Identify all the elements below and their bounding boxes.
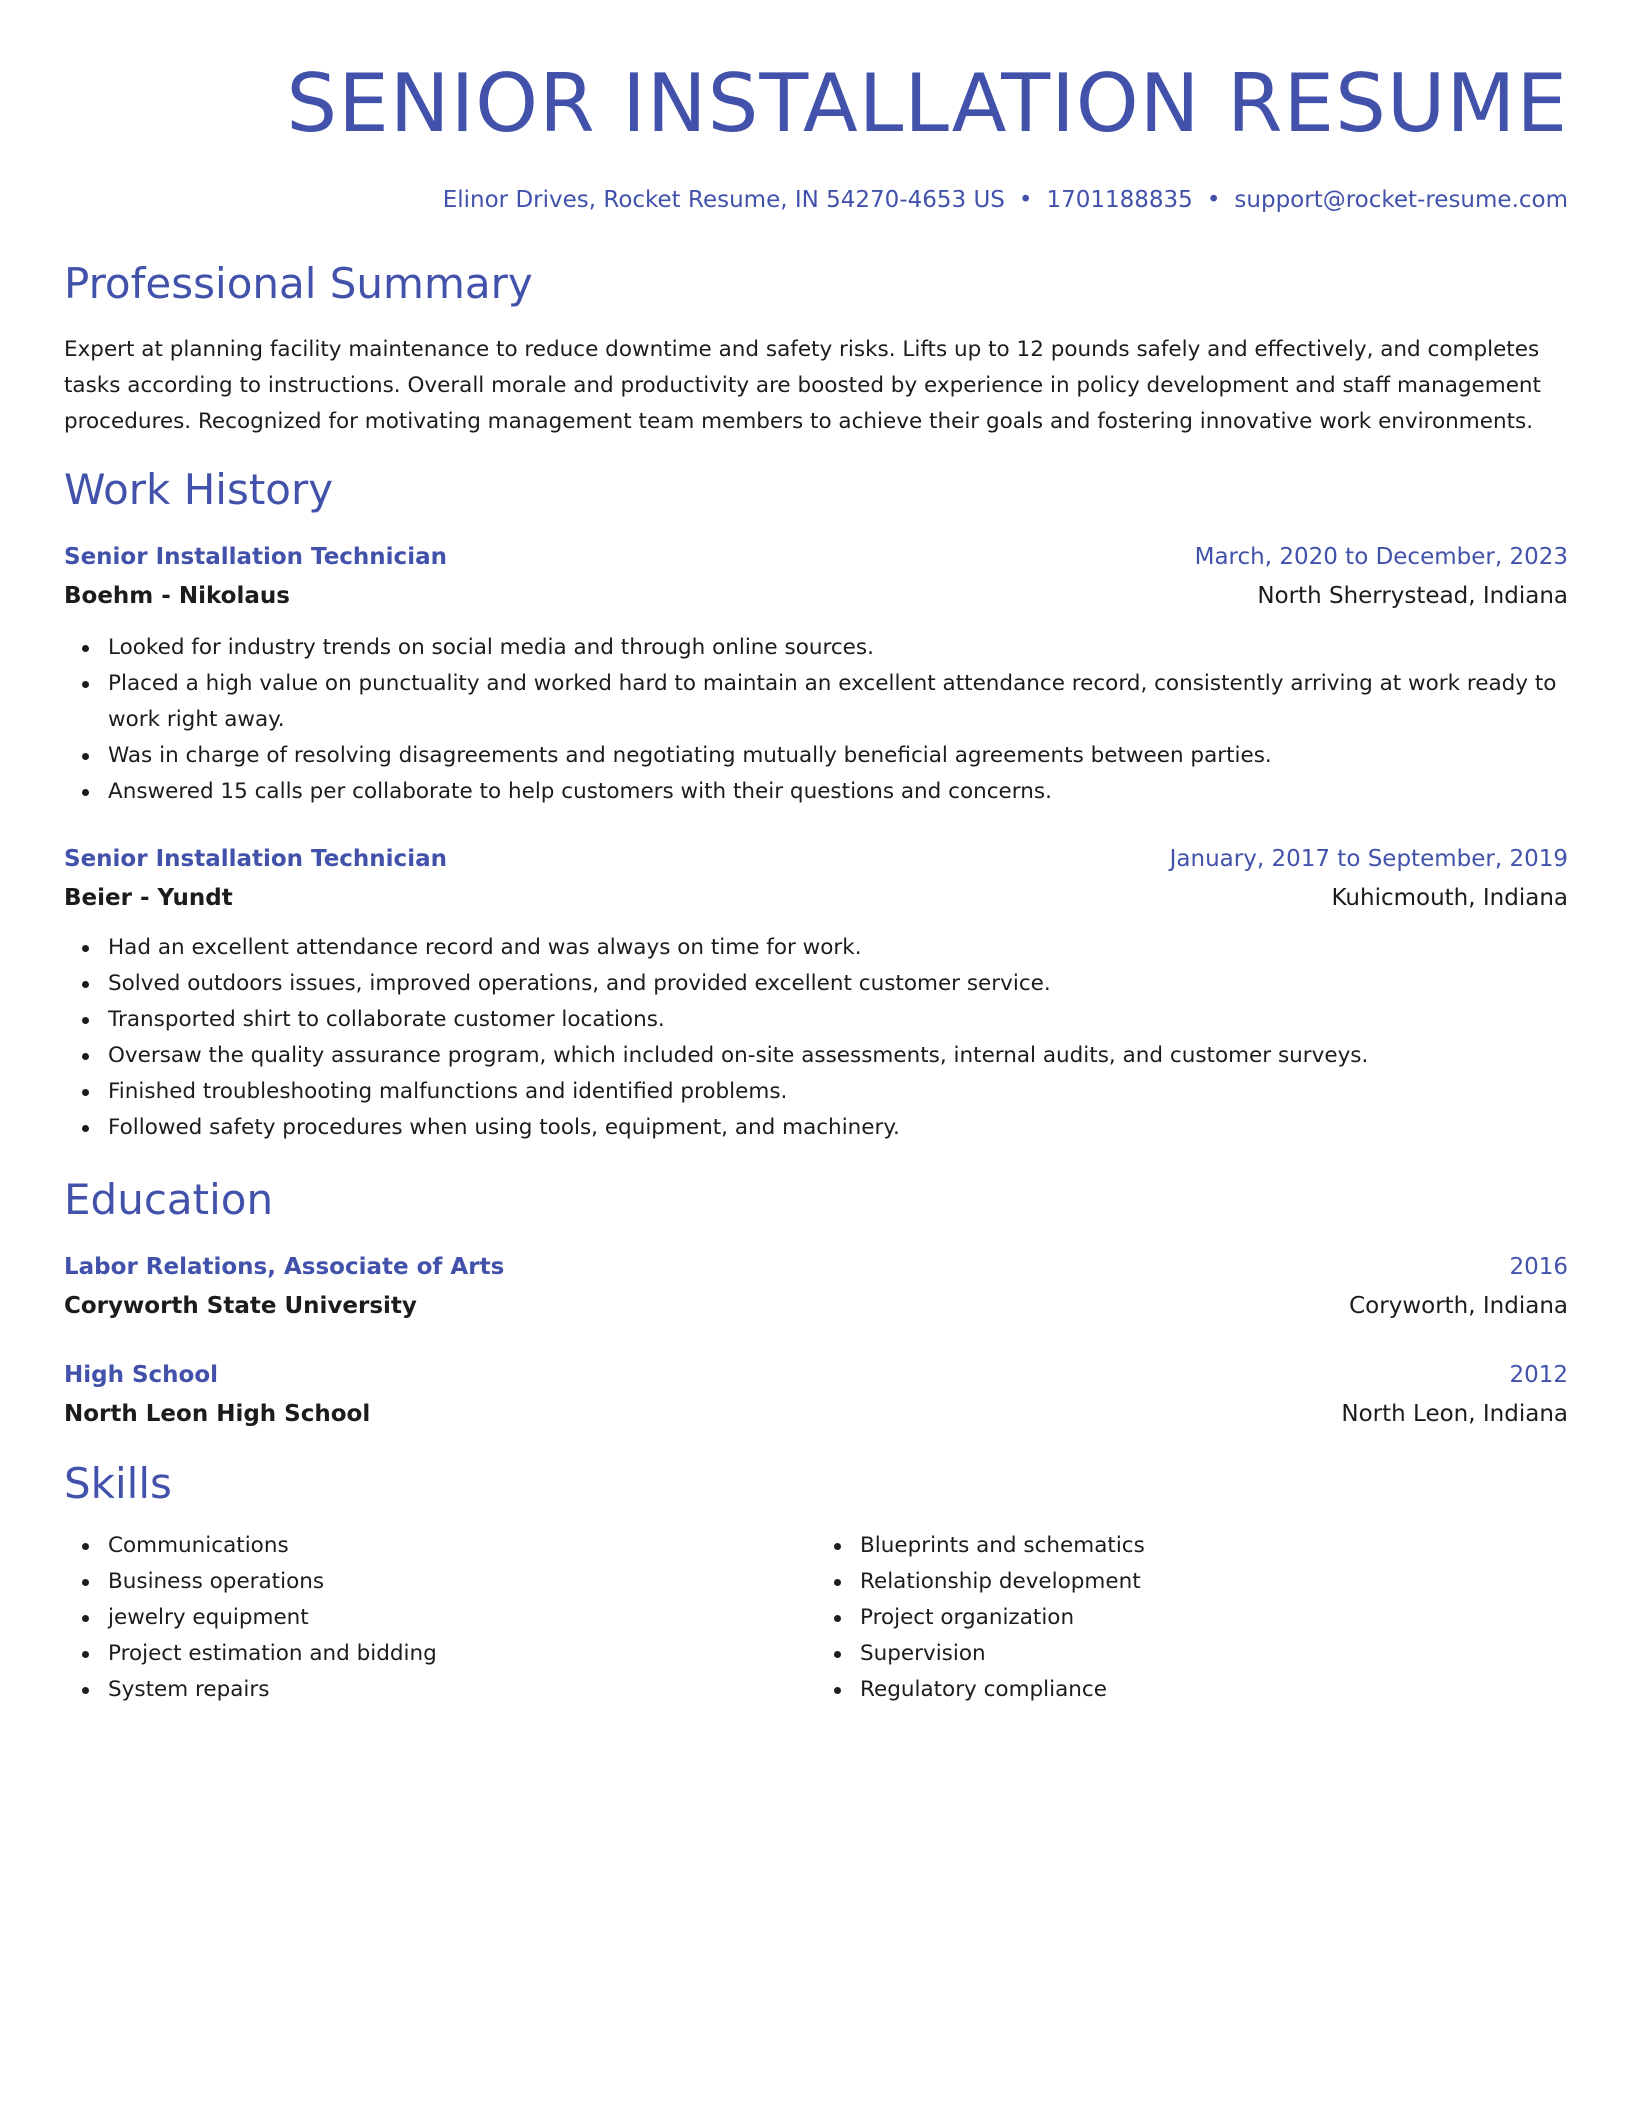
education-entry	[64, 1248, 1568, 1326]
job-header-row	[64, 538, 1568, 576]
job-bullet: Transported shirt to collaborate customer locations.	[108, 1002, 1568, 1038]
contact-line	[443, 184, 1568, 216]
skill-item: Supervision	[860, 1636, 1568, 1672]
job-bullets	[64, 930, 1568, 1146]
job-company: Boehm - Nikolaus	[64, 583, 290, 609]
skill-item: Regulatory compliance	[860, 1672, 1568, 1708]
job-dates: January, 2017 to September, 2019	[1169, 846, 1568, 872]
skills-heading: Skills	[64, 1459, 172, 1508]
education-location: Coryworth, Indiana	[1349, 1293, 1568, 1319]
job-location: Kuhicmouth, Indiana	[1331, 885, 1568, 911]
work-history-heading: Work History	[64, 465, 334, 514]
job-entry	[64, 538, 1568, 810]
contact-phone: 1701188835	[1046, 187, 1193, 213]
job-company-row	[64, 576, 1568, 616]
education-header-row	[64, 1248, 1568, 1286]
job-bullet: Finished troubleshooting malfunctions and identified problems.	[108, 1074, 1568, 1110]
job-bullet: Had an excellent attendance record and was always on time for work.	[108, 930, 1568, 966]
job-bullet: Looked for industry trends on social media and through online sources.	[108, 630, 1568, 666]
skills-section	[64, 1458, 1568, 1708]
contact-email[interactable]: support@rocket-resume.com	[1234, 187, 1568, 213]
education-location: North Leon, Indiana	[1341, 1401, 1568, 1427]
job-location: North Sherrystead, Indiana	[1257, 583, 1568, 609]
education-school-row	[64, 1286, 1568, 1326]
job-bullet: Solved outdoors issues, improved operations, and provided excellent customer service.	[108, 966, 1568, 1002]
job-company-row	[64, 878, 1568, 918]
job-bullet: Followed safety procedures when using tools, equipment, and machinery.	[108, 1110, 1568, 1146]
education-school: Coryworth State University	[64, 1293, 417, 1319]
contact-address: Elinor Drives, Rocket Resume, IN 54270-4653 US	[442, 187, 1005, 213]
education-year: 2016	[1509, 1254, 1568, 1280]
education-degree: High School	[64, 1362, 219, 1388]
education-year: 2012	[1509, 1362, 1568, 1388]
summary-section	[64, 258, 1568, 440]
skill-item: Blueprints and schematics	[860, 1528, 1568, 1564]
skill-item: Project organization	[860, 1600, 1568, 1636]
education-header-row	[64, 1356, 1568, 1394]
summary-heading: Professional Summary	[64, 259, 533, 308]
skill-item: Project estimation and bidding	[108, 1636, 816, 1672]
contact-separator: •	[1206, 187, 1221, 213]
skill-item: Communications	[108, 1528, 816, 1564]
skill-item: jewelry equipment	[108, 1600, 816, 1636]
education-entry	[64, 1356, 1568, 1434]
education-school: North Leon High School	[64, 1401, 371, 1427]
skills-columns	[64, 1528, 1568, 1708]
education-heading: Education	[64, 1175, 274, 1224]
job-title: Senior Installation Technician	[64, 846, 447, 872]
job-bullets	[64, 630, 1568, 810]
contact-separator: •	[1018, 187, 1033, 213]
job-company: Beier - Yundt	[64, 885, 233, 911]
education-school-row	[64, 1394, 1568, 1434]
job-title: Senior Installation Technician	[64, 544, 447, 570]
job-bullet: Placed a high value on punctuality and worked hard to maintain an excellent attendance record, consistently arriving at work ready to work right away.	[108, 666, 1568, 738]
skill-item: System repairs	[108, 1672, 816, 1708]
skill-item: Relationship development	[860, 1564, 1568, 1600]
job-entry	[64, 840, 1568, 1146]
skills-list-right	[816, 1528, 1568, 1708]
job-bullet: Answered 15 calls per collaborate to help customers with their questions and concerns.	[108, 774, 1568, 810]
resume-title: SENIOR INSTALLATION RESUME	[286, 57, 1568, 150]
skill-item: Business operations	[108, 1564, 816, 1600]
education-section	[64, 1174, 1568, 1226]
work-history-section	[64, 464, 1568, 516]
summary-text: Expert at planning facility maintenance to reduce downtime and safety risks. Lifts up to 12 pounds safely and effectively, and completes tasks according to instructions. Overall morale and productivity are boosted by experience in policy development and staff management procedures. Recognized for motivating management team members to achieve their goals and fostering innovative work environments.	[64, 337, 1541, 434]
job-dates: March, 2020 to December, 2023	[1194, 544, 1568, 570]
job-bullet: Oversaw the quality assurance program, which included on-site assessments, internal audits, and customer surveys.	[108, 1038, 1568, 1074]
skills-list-left	[64, 1528, 816, 1708]
job-header-row	[64, 840, 1568, 878]
education-degree: Labor Relations, Associate of Arts	[64, 1254, 505, 1280]
job-bullet: Was in charge of resolving disagreements and negotiating mutually beneficial agreements between parties.	[108, 738, 1568, 774]
